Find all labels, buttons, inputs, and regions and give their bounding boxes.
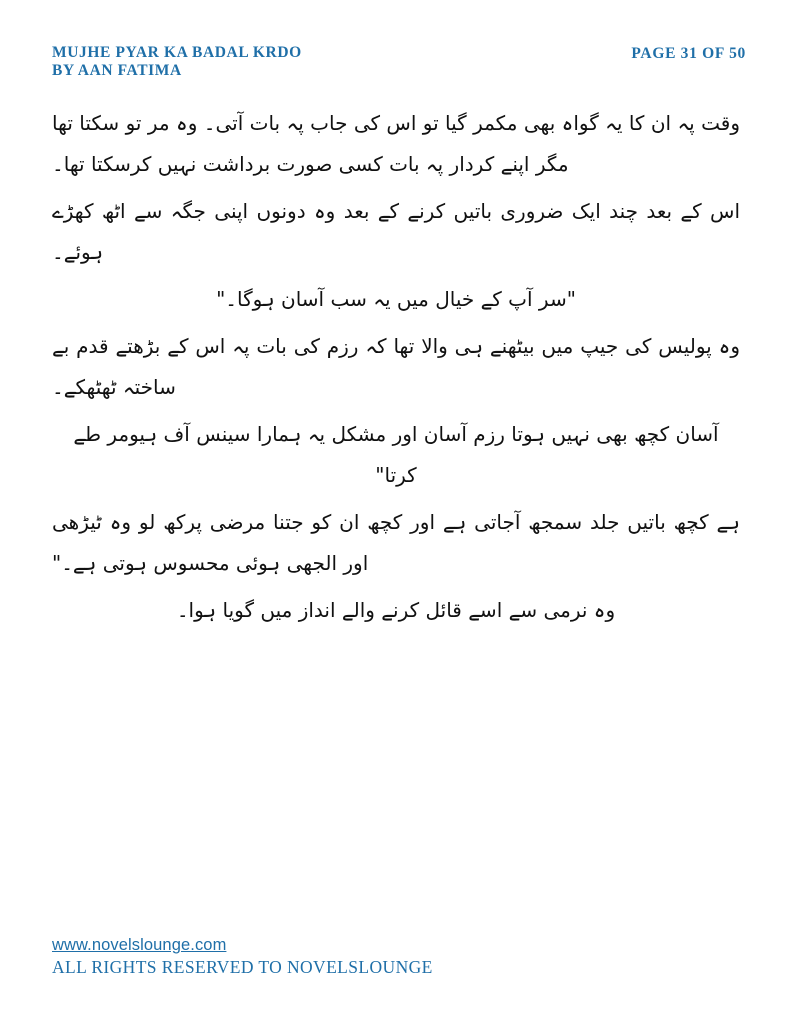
book-author: BY AAN FATIMA bbox=[52, 62, 182, 80]
body-paragraph: اس کے بعد چند ایک ضروری باتیں کرنے کے بعد وہ دونوں اپنی جگہ سے اٹھ کھڑے ہوئے۔ bbox=[52, 198, 740, 264]
rights-notice: ALL RIGHTS RESERVED TO NOVELSLOUNGE bbox=[52, 957, 433, 977]
website-link[interactable]: www.novelslounge.com bbox=[52, 936, 227, 954]
body-paragraph: وہ نرمی سے اسے قائل کرنے والے انداز میں گویا ہوا۔ bbox=[176, 597, 616, 622]
body-paragraph: ہے کچھ باتیں جلد سمجھ آجاتی ہے اور کچھ ان کو جتنا مرضی پرکھ لو وہ ٹیڑھی اور الجھی ہوئی محسوس ہوتی ہے۔" bbox=[52, 509, 740, 575]
book-title: MUJHE PYAR KA BADAL KRDO bbox=[52, 44, 302, 61]
book-info bbox=[52, 44, 302, 81]
page-footer bbox=[0, 936, 792, 978]
page-header bbox=[0, 0, 792, 81]
body-paragraph: وقت پہ ان کا یہ گواہ بھی مکمر گیا تو اس کی جاب پہ بات آتی۔ وہ مر تو سکتا تھا مگر اپنے کردار پہ بات کسی صورت برداشت نہیں کرسکتا تھا۔ bbox=[52, 110, 740, 176]
document-body bbox=[0, 81, 792, 637]
body-paragraph: "سر آپ کے خیال میں یہ سب آسان ہوگا۔" bbox=[216, 286, 576, 311]
page-indicator: PAGE 31 OF 50 bbox=[631, 45, 746, 62]
body-paragraph: وہ پولیس کی جیپ میں بیٹھنے ہی والا تھا کہ رزم کی بات پہ اس کے بڑھتے قدم بے ساختہ ٹھٹھکے۔ bbox=[52, 333, 740, 399]
body-paragraph: آسان کچھ بھی نہیں ہوتا رزم آسان اور مشکل یہ ہمارا سینس آف ہیومر طے کرتا" bbox=[73, 421, 719, 487]
